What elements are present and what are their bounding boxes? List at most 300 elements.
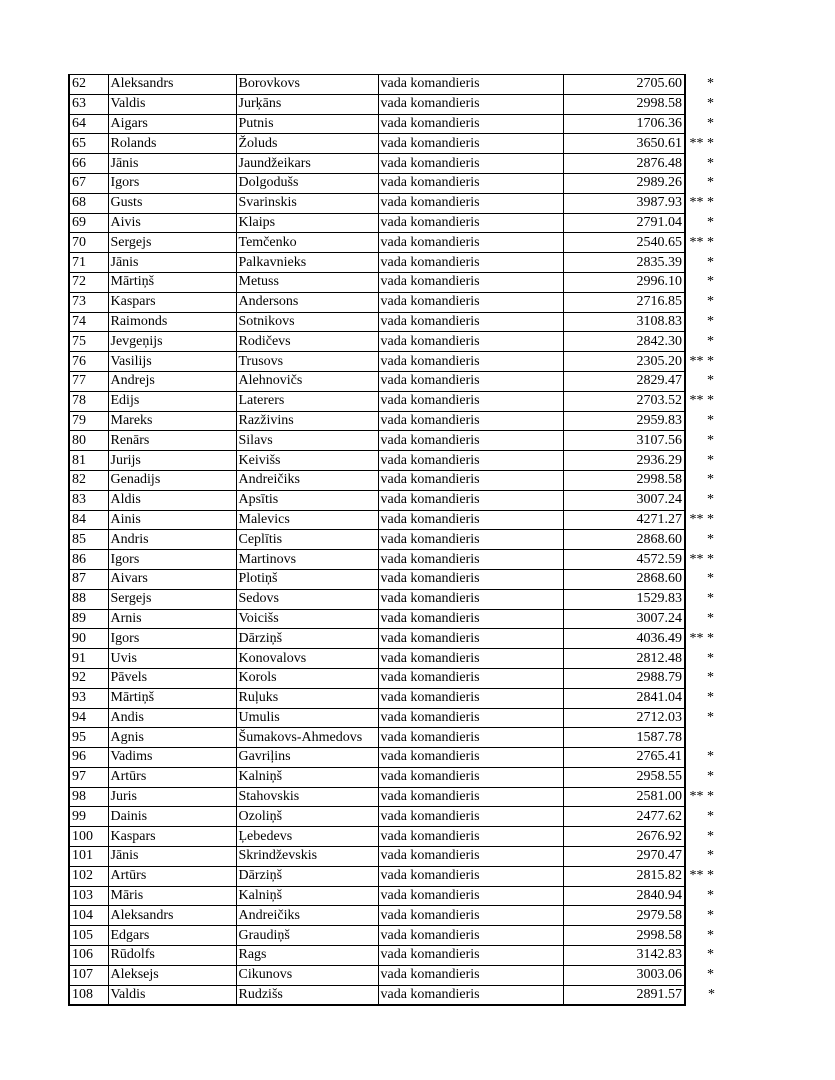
table-row <box>69 451 719 471</box>
first-name-cell: Andis <box>108 708 236 728</box>
last-name-cell: Kalniņš <box>236 767 378 787</box>
mark-cell: * <box>707 967 714 983</box>
first-name-cell: Igors <box>108 173 236 193</box>
mark-cell: * <box>707 274 714 290</box>
amount-cell: 2705.60 <box>563 75 685 95</box>
last-name-cell: Trusovs <box>236 352 378 372</box>
mark-cell: ** * <box>689 234 714 250</box>
table-row <box>69 352 719 372</box>
table-row <box>69 292 719 312</box>
row-number-cell: 69 <box>69 213 108 233</box>
last-name-cell: Skrindževskis <box>236 847 378 867</box>
mark-cell: * <box>707 591 714 607</box>
amount-cell: 3007.24 <box>563 609 685 629</box>
personnel-table <box>68 74 720 1006</box>
row-number-cell: 100 <box>69 827 108 847</box>
mark-cell: * <box>707 749 714 765</box>
last-name-cell: Laterers <box>236 391 378 411</box>
position-cell: vada komandieris <box>378 589 563 609</box>
position-cell: vada komandieris <box>378 609 563 629</box>
position-cell: vada komandieris <box>378 688 563 708</box>
mark-cell: * <box>707 709 714 725</box>
first-name-cell: Genadijs <box>108 470 236 490</box>
last-name-cell: Dārziņš <box>236 629 378 649</box>
first-name-cell: Jānis <box>108 154 236 174</box>
position-cell: vada komandieris <box>378 213 563 233</box>
last-name-cell: Jaundžeikars <box>236 154 378 174</box>
table-row <box>69 154 719 174</box>
amount-cell: 2979.58 <box>563 906 685 926</box>
position-cell: vada komandieris <box>378 649 563 669</box>
amount-cell: 2540.65 <box>563 233 685 253</box>
first-name-cell: Aleksandrs <box>108 906 236 926</box>
position-cell: vada komandieris <box>378 352 563 372</box>
position-cell: vada komandieris <box>378 827 563 847</box>
amount-cell: 4572.59 <box>563 550 685 570</box>
position-cell: vada komandieris <box>378 332 563 352</box>
position-cell: vada komandieris <box>378 94 563 114</box>
last-name-cell: Klaips <box>236 213 378 233</box>
last-name-cell: Cikunovs <box>236 965 378 985</box>
mark-cell: * <box>707 432 714 448</box>
table-row <box>69 748 719 768</box>
mark-cell: * <box>707 175 714 191</box>
row-number-cell: 73 <box>69 292 108 312</box>
last-name-cell: Sedovs <box>236 589 378 609</box>
row-number-cell: 97 <box>69 767 108 787</box>
row-number-cell: 70 <box>69 233 108 253</box>
table-row <box>69 272 719 292</box>
amount-cell: 3650.61 <box>563 134 685 154</box>
mark-cell: * <box>707 115 714 131</box>
last-name-cell: Metuss <box>236 272 378 292</box>
position-cell: vada komandieris <box>378 253 563 273</box>
row-number-cell: 96 <box>69 748 108 768</box>
first-name-cell: Aivars <box>108 569 236 589</box>
last-name-cell: Apsītis <box>236 490 378 510</box>
mark-cell: * <box>707 848 714 864</box>
row-number-cell: 66 <box>69 154 108 174</box>
first-name-cell: Sergejs <box>108 589 236 609</box>
last-name-cell: Žoluds <box>236 134 378 154</box>
last-name-cell: Putnis <box>236 114 378 134</box>
last-name-cell: Konovalovs <box>236 649 378 669</box>
position-cell: vada komandieris <box>378 272 563 292</box>
position-cell: vada komandieris <box>378 75 563 95</box>
amount-cell: 2581.00 <box>563 787 685 807</box>
position-cell: vada komandieris <box>378 965 563 985</box>
table-row <box>69 985 719 1005</box>
amount-cell: 2676.92 <box>563 827 685 847</box>
position-cell: vada komandieris <box>378 807 563 827</box>
first-name-cell: Jānis <box>108 847 236 867</box>
table-row <box>69 965 719 985</box>
last-name-cell: Jurķāns <box>236 94 378 114</box>
row-number-cell: 85 <box>69 530 108 550</box>
first-name-cell: Igors <box>108 550 236 570</box>
mark-cell: ** * <box>689 789 714 805</box>
mark-cell <box>685 728 719 748</box>
first-name-cell: Jevgeņijs <box>108 332 236 352</box>
last-name-cell: Plotiņš <box>236 569 378 589</box>
amount-cell: 2840.94 <box>563 886 685 906</box>
first-name-cell: Mareks <box>108 411 236 431</box>
amount-cell: 2958.55 <box>563 767 685 787</box>
table-row <box>69 649 719 669</box>
first-name-cell: Gusts <box>108 193 236 213</box>
last-name-cell: Šumakovs-Ahmedovs <box>236 728 378 748</box>
amount-cell: 1587.78 <box>563 728 685 748</box>
table-row <box>69 609 719 629</box>
amount-cell: 2868.60 <box>563 569 685 589</box>
amount-cell: 2936.29 <box>563 451 685 471</box>
mark-cell: * <box>707 690 714 706</box>
amount-cell: 2835.39 <box>563 253 685 273</box>
position-cell: vada komandieris <box>378 193 563 213</box>
table-row <box>69 411 719 431</box>
row-number-cell: 91 <box>69 649 108 669</box>
row-number-cell: 99 <box>69 807 108 827</box>
first-name-cell: Agnis <box>108 728 236 748</box>
last-name-cell: Rags <box>236 946 378 966</box>
first-name-cell: Vasilijs <box>108 352 236 372</box>
mark-cell: * <box>707 294 714 310</box>
amount-cell: 3107.56 <box>563 431 685 451</box>
first-name-cell: Rolands <box>108 134 236 154</box>
table-row <box>69 866 719 886</box>
row-number-cell: 93 <box>69 688 108 708</box>
first-name-cell: Valdis <box>108 985 236 1005</box>
row-number-cell: 77 <box>69 371 108 391</box>
last-name-cell: Rodičevs <box>236 332 378 352</box>
first-name-cell: Artūrs <box>108 866 236 886</box>
last-name-cell: Kalniņš <box>236 886 378 906</box>
table-row <box>69 193 719 213</box>
mark-cell: * <box>707 531 714 547</box>
amount-cell: 1529.83 <box>563 589 685 609</box>
first-name-cell: Aigars <box>108 114 236 134</box>
amount-cell: 2841.04 <box>563 688 685 708</box>
table-row <box>69 708 719 728</box>
row-number-cell: 86 <box>69 550 108 570</box>
last-name-cell: Gavriļins <box>236 748 378 768</box>
amount-cell: 3987.93 <box>563 193 685 213</box>
row-number-cell: 95 <box>69 728 108 748</box>
first-name-cell: Raimonds <box>108 312 236 332</box>
table-row <box>69 946 719 966</box>
row-number-cell: 105 <box>69 926 108 946</box>
row-number-cell: 84 <box>69 510 108 530</box>
row-number-cell: 64 <box>69 114 108 134</box>
mark-cell: * <box>707 670 714 686</box>
amount-cell: 2998.58 <box>563 470 685 490</box>
amount-cell: 3003.06 <box>563 965 685 985</box>
table-row <box>69 569 719 589</box>
position-cell: vada komandieris <box>378 470 563 490</box>
first-name-cell: Juris <box>108 787 236 807</box>
amount-cell: 2305.20 <box>563 352 685 372</box>
mark-cell: * <box>707 927 714 943</box>
mark-cell: * <box>707 214 714 230</box>
amount-cell: 2998.58 <box>563 926 685 946</box>
position-cell: vada komandieris <box>378 668 563 688</box>
mark-cell: * <box>707 828 714 844</box>
row-number-cell: 78 <box>69 391 108 411</box>
position-cell: vada komandieris <box>378 866 563 886</box>
last-name-cell: Ļebedevs <box>236 827 378 847</box>
table-row <box>69 470 719 490</box>
first-name-cell: Aleksandrs <box>108 75 236 95</box>
mark-cell: * <box>707 492 714 508</box>
first-name-cell: Ainis <box>108 510 236 530</box>
first-name-cell: Dainis <box>108 807 236 827</box>
table-row <box>69 213 719 233</box>
mark-cell: * <box>707 254 714 270</box>
row-number-cell: 107 <box>69 965 108 985</box>
mark-cell: * <box>707 155 714 171</box>
first-name-cell: Aivis <box>108 213 236 233</box>
last-name-cell: Temčenko <box>236 233 378 253</box>
amount-cell: 4036.49 <box>563 629 685 649</box>
position-cell: vada komandieris <box>378 391 563 411</box>
last-name-cell: Borovkovs <box>236 75 378 95</box>
table-row <box>69 510 719 530</box>
last-name-cell: Voicišs <box>236 609 378 629</box>
amount-cell: 3108.83 <box>563 312 685 332</box>
position-cell: vada komandieris <box>378 431 563 451</box>
position-cell: vada komandieris <box>378 926 563 946</box>
first-name-cell: Kaspars <box>108 292 236 312</box>
mark-cell: * <box>707 947 714 963</box>
table-row <box>69 906 719 926</box>
row-number-cell: 75 <box>69 332 108 352</box>
table-row <box>69 253 719 273</box>
mark-cell: * <box>707 76 714 92</box>
position-cell: vada komandieris <box>378 451 563 471</box>
first-name-cell: Sergejs <box>108 233 236 253</box>
row-number-cell: 90 <box>69 629 108 649</box>
position-cell: vada komandieris <box>378 906 563 926</box>
last-name-cell: Ceplītis <box>236 530 378 550</box>
row-number-cell: 71 <box>69 253 108 273</box>
amount-cell: 2716.85 <box>563 292 685 312</box>
position-cell: vada komandieris <box>378 173 563 193</box>
table-row <box>69 807 719 827</box>
first-name-cell: Mārtiņš <box>108 688 236 708</box>
amount-cell: 2765.41 <box>563 748 685 768</box>
row-number-cell: 65 <box>69 134 108 154</box>
row-number-cell: 104 <box>69 906 108 926</box>
first-name-cell: Aldis <box>108 490 236 510</box>
first-name-cell: Renārs <box>108 431 236 451</box>
position-cell: vada komandieris <box>378 728 563 748</box>
amount-cell: 2791.04 <box>563 213 685 233</box>
row-number-cell: 94 <box>69 708 108 728</box>
mark-cell: ** * <box>689 135 714 151</box>
table-row <box>69 589 719 609</box>
position-cell: vada komandieris <box>378 233 563 253</box>
last-name-cell: Silavs <box>236 431 378 451</box>
table-row <box>69 114 719 134</box>
last-name-cell: Umulis <box>236 708 378 728</box>
first-name-cell: Uvis <box>108 649 236 669</box>
amount-cell: 3007.24 <box>563 490 685 510</box>
row-number-cell: 87 <box>69 569 108 589</box>
position-cell: vada komandieris <box>378 787 563 807</box>
position-cell: vada komandieris <box>378 530 563 550</box>
position-cell: vada komandieris <box>378 411 563 431</box>
last-name-cell: Martinovs <box>236 550 378 570</box>
mark-cell: * <box>707 907 714 923</box>
last-name-cell: Alehnovičs <box>236 371 378 391</box>
last-name-cell: Ruļuks <box>236 688 378 708</box>
last-name-cell: Dolgodušs <box>236 173 378 193</box>
position-cell: vada komandieris <box>378 510 563 530</box>
row-number-cell: 74 <box>69 312 108 332</box>
mark-cell: * <box>707 888 714 904</box>
position-cell: vada komandieris <box>378 154 563 174</box>
last-name-cell: Sotnikovs <box>236 312 378 332</box>
amount-cell: 2996.10 <box>563 272 685 292</box>
position-cell: vada komandieris <box>378 490 563 510</box>
amount-cell: 2891.57 <box>563 985 685 1005</box>
mark-cell: ** * <box>689 353 714 369</box>
personnel-table-body <box>69 75 719 1006</box>
table-row <box>69 530 719 550</box>
table-row <box>69 688 719 708</box>
position-cell: vada komandieris <box>378 985 563 1005</box>
table-row <box>69 728 719 748</box>
row-number-cell: 67 <box>69 173 108 193</box>
amount-cell: 4271.27 <box>563 510 685 530</box>
table-row <box>69 173 719 193</box>
position-cell: vada komandieris <box>378 748 563 768</box>
last-name-cell: Svarinskis <box>236 193 378 213</box>
mark-cell: ** * <box>689 195 714 211</box>
position-cell: vada komandieris <box>378 767 563 787</box>
row-number-cell: 92 <box>69 668 108 688</box>
table-row <box>69 550 719 570</box>
position-cell: vada komandieris <box>378 550 563 570</box>
last-name-cell: Dārziņš <box>236 866 378 886</box>
amount-cell: 2712.03 <box>563 708 685 728</box>
table-row <box>69 886 719 906</box>
table-row <box>69 926 719 946</box>
mark-cell: * <box>707 472 714 488</box>
row-number-cell: 63 <box>69 94 108 114</box>
mark-cell: * <box>707 96 714 112</box>
last-name-cell: Korols <box>236 668 378 688</box>
position-cell: vada komandieris <box>378 708 563 728</box>
amount-cell: 2812.48 <box>563 649 685 669</box>
mark-cell: * <box>707 452 714 468</box>
row-number-cell: 81 <box>69 451 108 471</box>
table-row <box>69 391 719 411</box>
first-name-cell: Valdis <box>108 94 236 114</box>
table-row <box>69 490 719 510</box>
row-number-cell: 88 <box>69 589 108 609</box>
first-name-cell: Vadims <box>108 748 236 768</box>
first-name-cell: Mārtiņš <box>108 272 236 292</box>
mark-cell: * <box>707 333 714 349</box>
amount-cell: 1706.36 <box>563 114 685 134</box>
table-row <box>69 312 719 332</box>
amount-cell: 2829.47 <box>563 371 685 391</box>
position-cell: vada komandieris <box>378 946 563 966</box>
row-number-cell: 102 <box>69 866 108 886</box>
row-number-cell: 98 <box>69 787 108 807</box>
first-name-cell: Edijs <box>108 391 236 411</box>
row-number-cell: 82 <box>69 470 108 490</box>
mark-cell: * <box>707 610 714 626</box>
first-name-cell: Artūrs <box>108 767 236 787</box>
table-row <box>69 332 719 352</box>
mark-cell: * <box>707 808 714 824</box>
mark-cell: * <box>708 987 715 1003</box>
table-row <box>69 767 719 787</box>
table-row <box>69 827 719 847</box>
last-name-cell: Keivišs <box>236 451 378 471</box>
mark-cell: * <box>707 313 714 329</box>
mark-cell: ** * <box>689 630 714 646</box>
first-name-cell: Jānis <box>108 253 236 273</box>
row-number-cell: 101 <box>69 847 108 867</box>
last-name-cell: Andersons <box>236 292 378 312</box>
last-name-cell: Razživins <box>236 411 378 431</box>
amount-cell: 2959.83 <box>563 411 685 431</box>
first-name-cell: Andris <box>108 530 236 550</box>
last-name-cell: Graudiņš <box>236 926 378 946</box>
position-cell: vada komandieris <box>378 886 563 906</box>
first-name-cell: Aleksejs <box>108 965 236 985</box>
row-number-cell: 108 <box>69 985 108 1005</box>
last-name-cell: Stahovskis <box>236 787 378 807</box>
first-name-cell: Jurijs <box>108 451 236 471</box>
table-row <box>69 233 719 253</box>
row-number-cell: 80 <box>69 431 108 451</box>
amount-cell: 2703.52 <box>563 391 685 411</box>
first-name-cell: Rūdolfs <box>108 946 236 966</box>
mark-cell: ** * <box>689 393 714 409</box>
amount-cell: 2970.47 <box>563 847 685 867</box>
mark-cell: * <box>707 412 714 428</box>
last-name-cell: Ozoliņš <box>236 807 378 827</box>
first-name-cell: Edgars <box>108 926 236 946</box>
position-cell: vada komandieris <box>378 569 563 589</box>
last-name-cell: Malevics <box>236 510 378 530</box>
mark-cell: ** * <box>689 551 714 567</box>
last-name-cell: Andreičiks <box>236 906 378 926</box>
table-row <box>69 787 719 807</box>
position-cell: vada komandieris <box>378 114 563 134</box>
amount-cell: 2868.60 <box>563 530 685 550</box>
first-name-cell: Pāvels <box>108 668 236 688</box>
row-number-cell: 76 <box>69 352 108 372</box>
mark-cell: ** * <box>689 511 714 527</box>
amount-cell: 2989.26 <box>563 173 685 193</box>
amount-cell: 2876.48 <box>563 154 685 174</box>
position-cell: vada komandieris <box>378 629 563 649</box>
amount-cell: 3142.83 <box>563 946 685 966</box>
row-number-cell: 103 <box>69 886 108 906</box>
position-cell: vada komandieris <box>378 847 563 867</box>
amount-cell: 2477.62 <box>563 807 685 827</box>
table-row <box>69 75 719 95</box>
position-cell: vada komandieris <box>378 312 563 332</box>
table-row <box>69 371 719 391</box>
mark-cell: ** * <box>689 868 714 884</box>
table-row <box>69 668 719 688</box>
